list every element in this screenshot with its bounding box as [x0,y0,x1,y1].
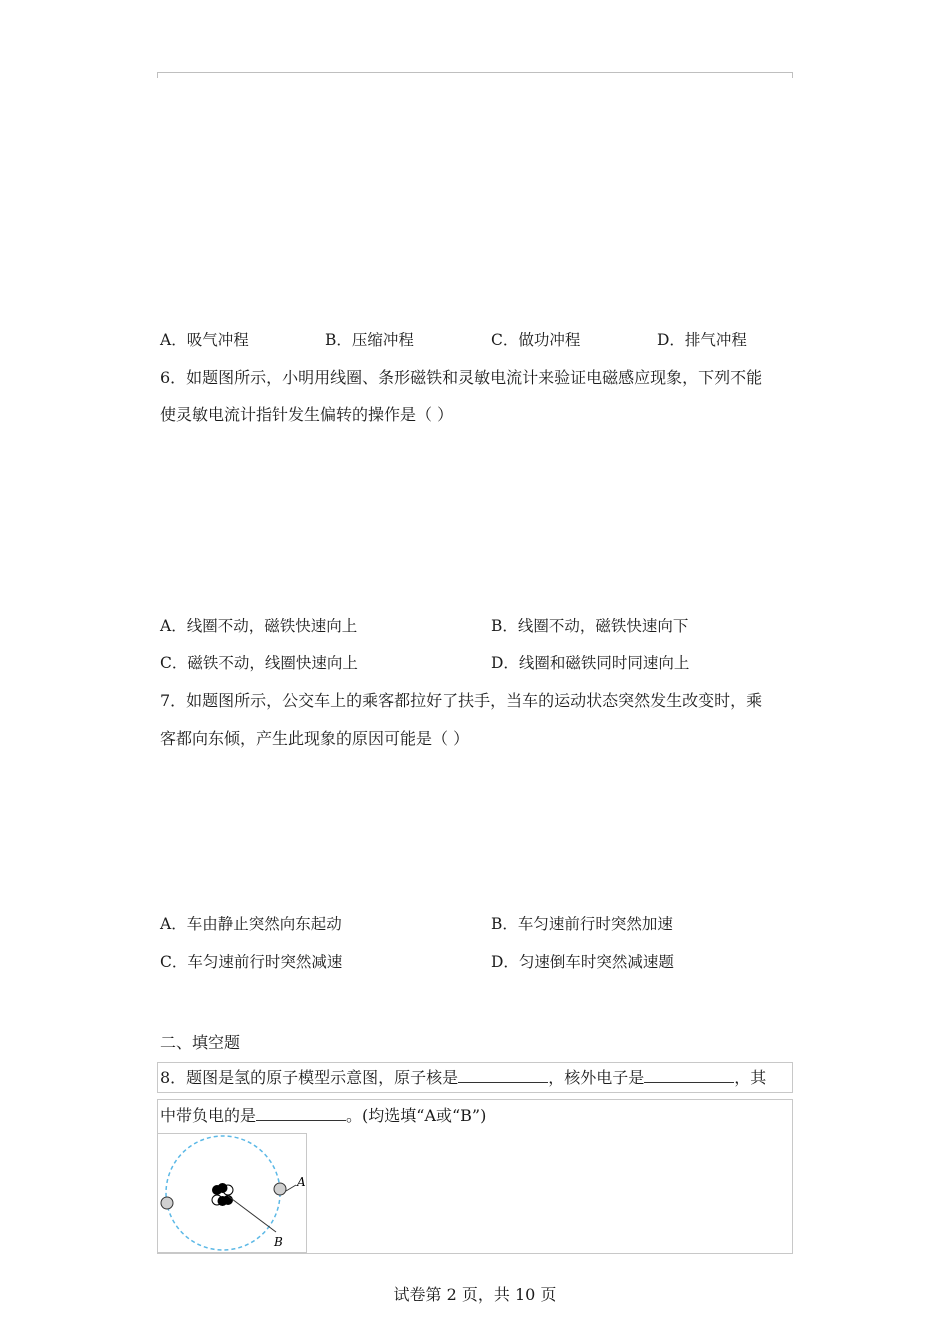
q7-stem-line2: 客都向东倾，产生此现象的原因可能是（ ） [160,729,470,748]
q6-option-c: C．磁铁不动，线圈快速向上 [160,654,358,672]
q8-text-part3: ，其 [734,1068,767,1087]
page-footer: 试卷第 2 页，共 10 页 [393,1285,557,1304]
q5-option-d: D．排气冲程 [657,331,747,349]
label-a: A [297,1175,306,1189]
q8-blank-electron[interactable] [644,1066,734,1083]
electron-orbit [166,1136,280,1250]
q8-blank-nucleus[interactable] [458,1066,548,1083]
section-title-fill-in: 二、填空题 [160,1033,241,1052]
q6-stem-line2: 使灵敏电流计指针发生偏转的操作是（ ） [160,405,454,424]
q8-stem-line1 [160,1066,766,1089]
q5-option-c: C．做功冲程 [491,331,581,349]
hydrogen-atom-figure [157,1133,307,1253]
nucleus [212,1183,233,1206]
label-b: B [274,1235,283,1249]
q7-option-c: C．车匀速前行时突然减速 [160,953,343,971]
q7-option-a: A．车由静止突然向东起动 [160,915,342,933]
q8-text-part2: ，核外电子是 [548,1068,645,1087]
q5-option-a: A．吸气冲程 [160,331,249,349]
q8-text-line2a: 中带负电的是 [160,1106,257,1125]
page-top-rule [157,72,793,78]
q6-stem-line1: 6．如题图所示，小明用线圈、条形磁铁和灵敏电流计来验证电磁感应现象，下列不能 [160,368,763,387]
q6-option-b: B．线圈不动，磁铁快速向下 [491,617,689,635]
q8-stem-line2 [160,1104,486,1127]
q8-text-line2b: 。(均选填“A或“B”) [346,1106,487,1125]
electron-a [274,1183,286,1195]
leader-line-a [286,1185,296,1191]
q7-option-d: D．匀速倒车时突然减速题 [491,953,674,971]
q6-option-a: A．线圈不动，磁铁快速向上 [160,617,358,635]
q8-blank-negative[interactable] [256,1104,346,1121]
q7-stem-line1: 7．如题图所示，公交车上的乘客都拉好了扶手，当车的运动状态突然发生改变时，乘 [160,691,763,710]
hydrogen-atom-diagram [158,1134,306,1252]
electron-left [161,1197,173,1209]
q7-option-b: B．车匀速前行时突然加速 [491,915,673,933]
leader-line-b [228,1196,276,1232]
q5-option-b: B．压缩冲程 [325,331,414,349]
q6-option-d: D．线圈和磁铁同时同速向上 [491,654,690,672]
q8-text-part1: 8．题图是氢的原子模型示意图，原子核是 [160,1068,459,1087]
